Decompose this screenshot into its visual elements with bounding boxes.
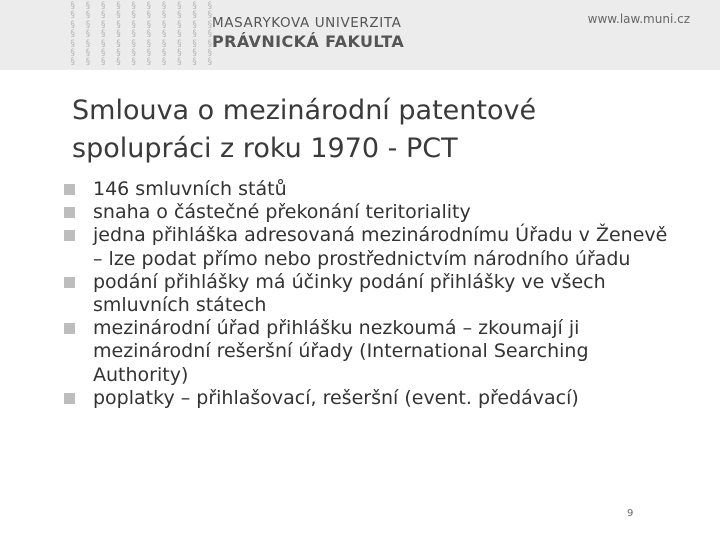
- bullet-text: snaha o částečné překonání teritoriality: [93, 201, 471, 224]
- bullet-item: [64, 387, 674, 410]
- header-bar: [0, 0, 720, 70]
- title-line-1: Smlouva o mezinárodní patentové: [72, 95, 537, 126]
- title-line-2: spolupráci z roku 1970 - PCT: [72, 133, 458, 164]
- square-bullet-icon: [64, 277, 75, 288]
- square-bullet-icon: [64, 230, 75, 241]
- square-bullet-icon: [64, 184, 75, 195]
- square-bullet-icon: [64, 393, 75, 404]
- page-number: 9: [627, 508, 634, 519]
- square-bullet-icon: [64, 207, 75, 218]
- bullet-item: [64, 271, 674, 317]
- faculty-name: PRÁVNICKÁ FAKULTA: [212, 32, 405, 51]
- bullet-item: [64, 201, 674, 224]
- bullet-text: jedna přihláška adresovaná mezinárodnímu Úřadu v Ženevě – lze podat přímo nebo prostřednictvím národního úřadu: [93, 224, 668, 270]
- slide-title: [72, 92, 672, 168]
- square-bullet-icon: [64, 323, 75, 334]
- bullet-item: [64, 178, 674, 201]
- bullet-text: mezinárodní úřad přihlášku nezkoumá – zkoumají ji mezinárodní rešeršní úřady (International Searching Authority): [93, 317, 589, 386]
- bullet-list: [64, 178, 674, 410]
- university-logo: § § § § § § § § § § § § § § § § § § § § § § § § § § § § § § § § § § § § § § § § § § § § § § § § § § § § § § § § § § § § § § § § § § § § § §: [70, 1, 215, 68]
- bullet-text: poplatky – přihlašovací, rešeršní (event. předávací): [93, 386, 579, 409]
- bullet-item: [64, 317, 674, 387]
- university-name: MASARYKOVA UNIVERZITA: [212, 15, 402, 31]
- site-url[interactable]: www.law.muni.cz: [587, 12, 690, 26]
- bullet-text: podání přihlášky má účinky podání přihlášky ve všech smluvních státech: [93, 270, 606, 317]
- bullet-text: 146 smluvních států: [93, 178, 287, 200]
- bullet-item: [64, 224, 674, 270]
